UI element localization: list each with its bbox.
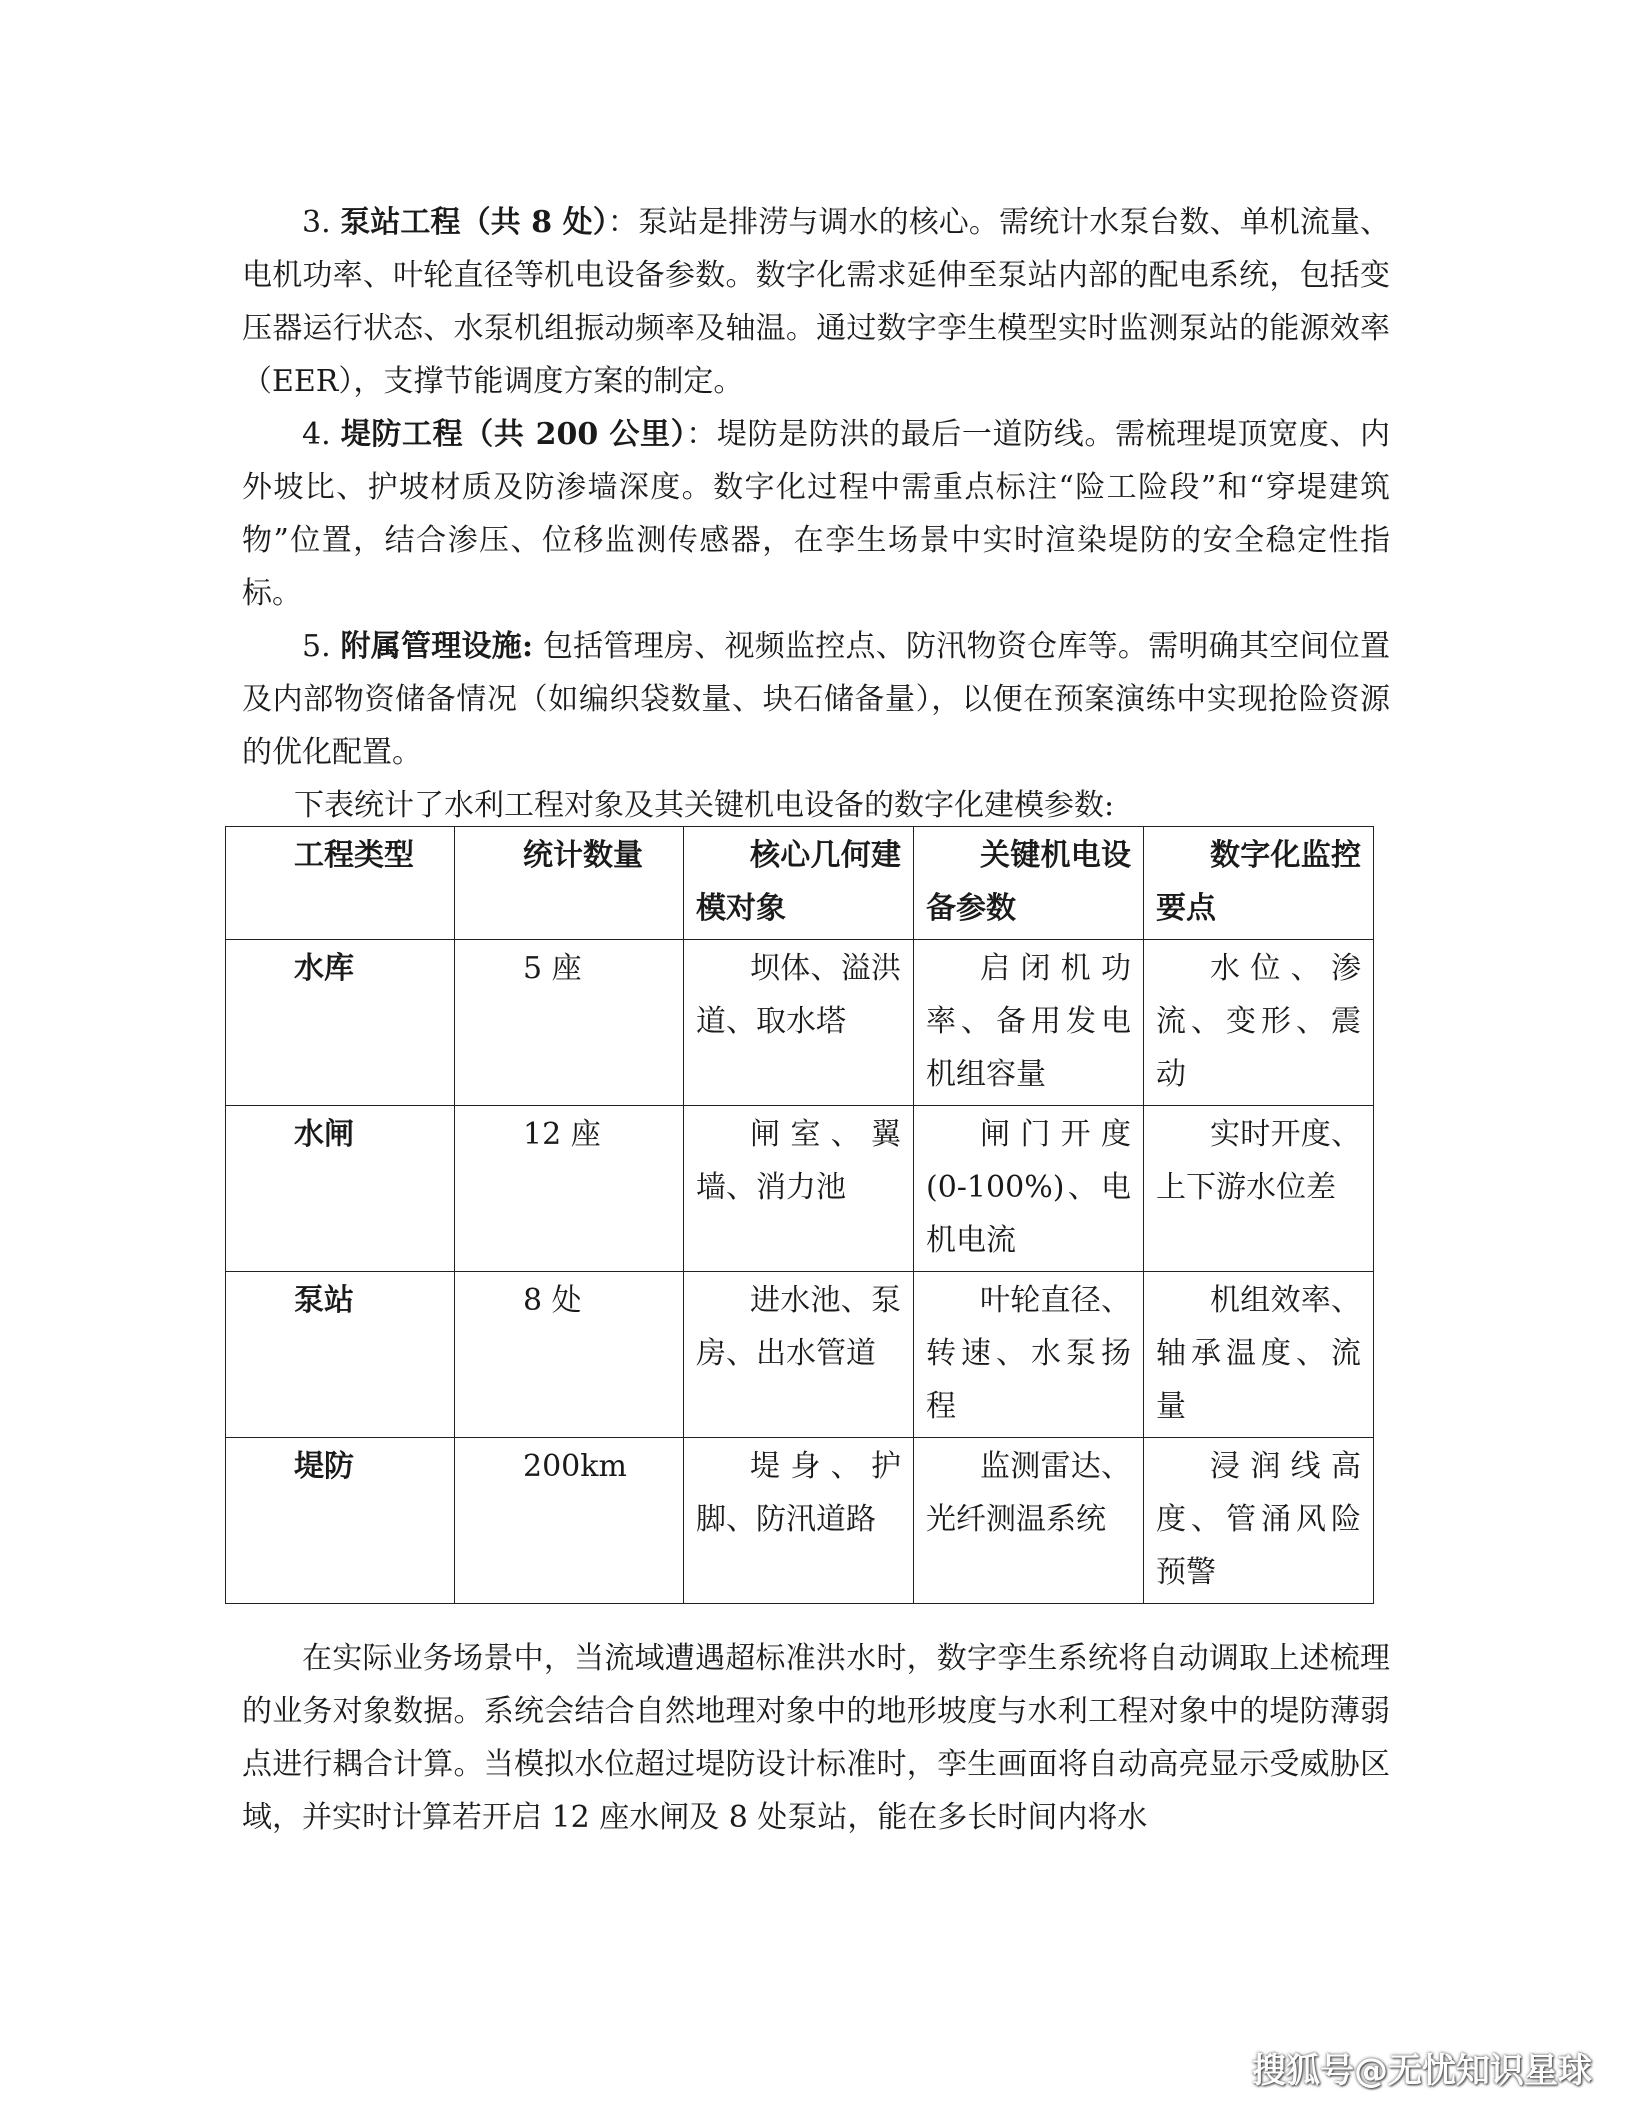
table-row: 堤防 200km 堤身、护脚、防汛道路 监测雷达、光纤测温系统 浸润线高度、管涌风险预警 bbox=[226, 1438, 1374, 1604]
parameter-table bbox=[225, 826, 1374, 1604]
paragraph-heading: 泵站工程（共 8 处） bbox=[340, 205, 608, 240]
header-monitoring: 数字化监控要点 bbox=[1144, 827, 1374, 940]
table-row: 泵站 8 处 进水池、泵房、出水管道 叶轮直径、转速、水泵扬程 机组效率、轴承温度、流量 bbox=[226, 1272, 1374, 1438]
header-equipment: 关键机电设备参数 bbox=[914, 827, 1144, 940]
table-row: 水闸 12 座 闸室、翼墙、消力池 闸门开度(0-100%)、电机电流 实时开度、上下游水位差 bbox=[226, 1106, 1374, 1272]
paragraph-heading: 堤防工程（共 200 公里） bbox=[340, 417, 687, 452]
paragraph-facilities: 5. 附属管理设施: 包括管理房、视频监控点、防汛物资仓库等。需明确其空间位置及内部物资储备情况（如编织袋数量、块石储备量），以便在预案演练中实现抢险资源的优化配置。 bbox=[242, 629, 1390, 770]
paragraph-scenario: 在实际业务场景中，当流域遭遇超标准洪水时，数字孪生系统将自动调取上述梳理的业务对象数据。系统会结合自然地理对象中的地形坡度与水利工程对象中的堤防薄弱点进行耦合计算。当模拟水位超过堤防设计标准时，孪生画面将自动高亮显示受威胁区域，并实时计算若开启 12 座水闸及 8 处泵站，能在多长时间内将水 bbox=[242, 1641, 1390, 1835]
closing-text bbox=[242, 1632, 1390, 1844]
table-intro: 下表统计了水利工程对象及其关键机电设备的数字化建模参数: bbox=[294, 788, 1115, 823]
paragraph-heading: 附属管理设施: bbox=[340, 629, 534, 664]
header-geometry: 核心几何建模对象 bbox=[684, 827, 914, 940]
source-watermark: 搜狐号@无忧知识星球 bbox=[1252, 2051, 1592, 2091]
table-header-row bbox=[226, 827, 1374, 940]
paragraph-embankment: 4. 堤防工程（共 200 公里）：堤防是防洪的最后一道防线。需梳理堤顶宽度、内外坡比、护坡材质及防渗墙深度。数字化过程中需重点标注“险工险段”和“穿堤建筑物”位置，结合渗压、位移监测传感器，在孪生场景中实时渲染堤防的安全稳定性指标。 bbox=[242, 417, 1390, 611]
paragraph-pump-station: 3. 泵站工程（共 8 处）：泵站是排涝与调水的核心。需统计水泵台数、单机流量、电机功率、叶轮直径等机电设备参数。数字化需求延伸至泵站内部的配电系统，包括变压器运行状态、水泵机组振动频率及轴温。通过数字孪生模型实时监测泵站的能源效率（EER），支撑节能调度方案的制定。 bbox=[242, 205, 1391, 399]
header-count: 统计数量 bbox=[455, 827, 684, 940]
table-row: 水库 5 座 坝体、溢洪道、取水塔 启闭机功率、备用发电机组容量 水位、渗流、变形、震动 bbox=[226, 940, 1374, 1106]
body-text bbox=[242, 196, 1390, 832]
header-type: 工程类型 bbox=[226, 827, 455, 940]
